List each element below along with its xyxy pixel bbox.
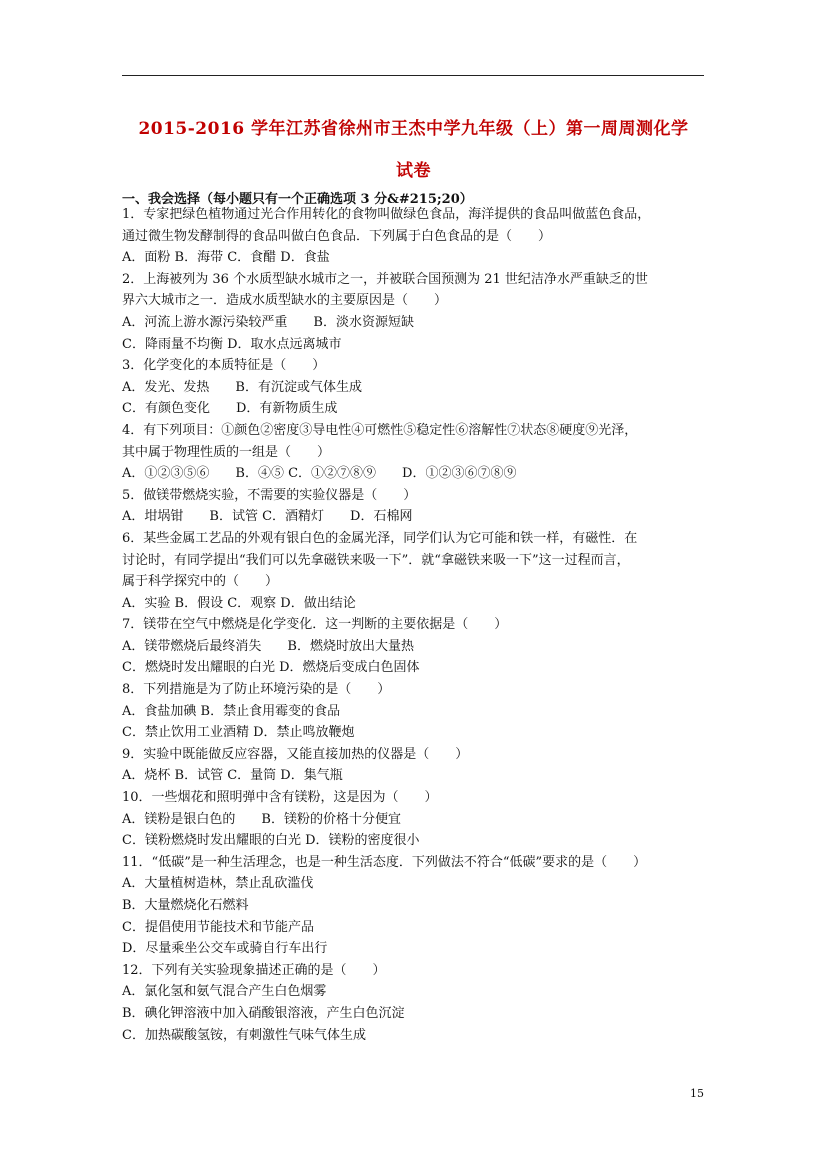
page-number: 15 [690,1087,704,1100]
option-line: C．有颜色变化 D．有新物质生成 [122,401,338,417]
option-line: B．大量燃烧化石燃料 [122,898,249,913]
option-line: A．实验 B．假设 C．观察 D．做出结论 [122,595,356,611]
question-line: 8．下列措施是为了防止环境污染的是（ ） [122,682,391,698]
option-line: B．碘化钾溶液中加入硝酸银溶液，产生白色沉淀 [122,1005,405,1021]
option-line: C．燃烧时发出耀眼的白光 D．燃烧后变成白色固体 [122,660,420,676]
section-heading: 一、我会选择（每小题只有一个正确选项 3 分&#215;20） [122,192,473,207]
option-line: A．氯化氢和氨气混合产生白色烟雾 [122,984,327,1000]
option-line: C．禁止饮用工业酒精 D．禁止鸣放鞭炮 [122,725,355,741]
question-line: 3．化学变化的本质特征是（ ） [122,358,326,374]
option-line: A．河流上游水源污染较严重 B．淡水资源短缺 [122,314,414,330]
option-line: C．提倡使用节能技术和节能产品 [122,919,314,935]
question-line: 4．有下列项目：①颜色②密度③导电性④可燃性⑤稳定性⑥溶解性⑦状态⑧硬度⑨光泽， [122,422,638,438]
question-body [122,204,710,1046]
question-line: 属于科学探究中的（ ） [122,574,279,590]
option-line: A．发光、发热 B．有沉淀或气体生成 [122,379,362,395]
question-line: 9．实验中既能做反应容器，又能直接加热的仪器是（ ） [122,746,469,762]
question-line: 10．一些烟花和照明弹中含有镁粉，这是因为（ ） [122,790,438,806]
option-line: A．镁粉是银白色的 B．镁粉的价格十分便宜 [122,811,401,827]
option-line: A．食盐加碘 B．禁止食用霉变的食品 [122,703,341,719]
option-line: A．①②③⑤⑥ B．④⑤ C．①②⑦⑧⑨ D．①②③⑥⑦⑧⑨ [122,466,517,482]
option-line: A．烧杯 B．试管 C．量筒 D．集气瓶 [122,768,343,784]
question-line: 讨论时，有同学提出“我们可以先拿磁铁来吸一下”．就“拿磁铁来吸一下”这一过程而言， [122,552,630,568]
header-rule [122,75,704,76]
question-line: 11．“低碳”是一种生活理念，也是一种生活态度．下列做法不符合“低碳”要求的是（ ） [122,854,647,870]
option-line: A．坩埚钳 B．试管 C．酒精灯 D．石棉网 [122,509,413,525]
option-line: D．尽量乘坐公交车或骑自行车出行 [122,941,328,957]
question-line: 7．镁带在空气中燃烧是化学变化．这一判断的主要依据是（ ） [122,617,508,633]
question-line: 5．做镁带燃烧实验，不需要的实验仪器是（ ） [122,487,417,503]
exam-title-line2: 试卷 [396,161,431,181]
exam-title-line1: 2015-2016 学年江苏省徐州市王杰中学九年级（上）第一周周测化学 [138,119,689,139]
question-line: 其中属于物理性质的一组是（ ） [122,444,331,460]
question-line: 界六大城市之一．造成水质型缺水的主要原因是（ ） [122,293,448,309]
option-line: A．镁带燃烧后最终消失 B．燃烧时放出大量热 [122,638,414,654]
option-line: C．降雨量不均衡 D．取水点远离城市 [122,336,342,352]
option-line: A．大量植树造林，禁止乱砍滥伐 [122,876,314,892]
question-line: 1．专家把绿色植物通过光合作用转化的食物叫做绿色食品，海洋提供的食品叫做蓝色食品， [122,207,651,222]
question-line: 2．上海被列为 36 个水质型缺水城市之一，并被联合国预测为 21 世纪洁净水严重缺乏的世 [122,271,648,287]
option-line: C．加热碳酸氢铵，有刺激性气味气体生成 [122,1027,366,1043]
option-line: A．面粉 B．海带 C．食醋 D．食盐 [122,250,330,266]
question-line: 6．某些金属工艺品的外观有银白色的金属光泽，同学们认为它可能和铁一样，有磁性．在 [122,530,638,546]
question-line: 通过微生物发酵制得的食品叫做白色食品．下列属于白色食品的是（ ） [122,228,552,244]
option-line: C．镁粉燃烧时发出耀眼的白光 D．镁粉的密度很小 [122,833,420,849]
question-line: 12．下列有关实验现象描述正确的是（ ） [122,962,386,978]
